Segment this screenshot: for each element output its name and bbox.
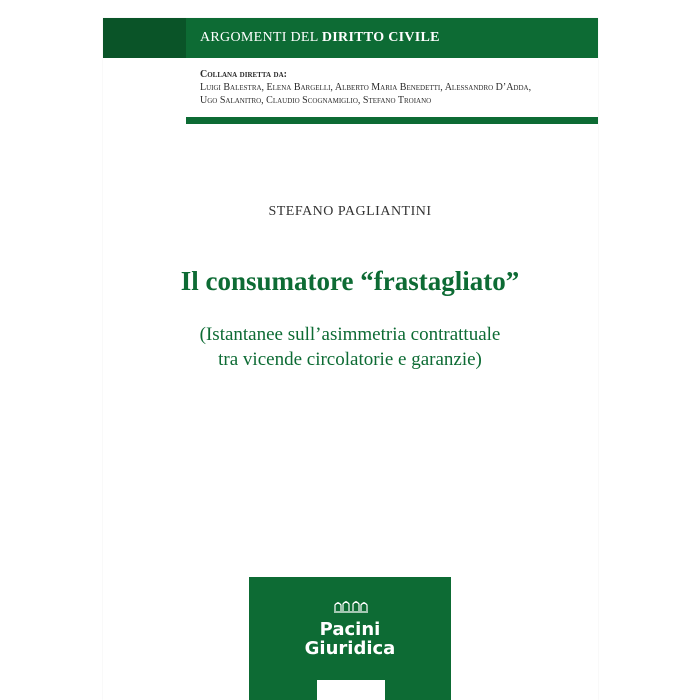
- book-title: Il consumatore “frastagliato”: [180, 266, 520, 296]
- series-editors: [200, 68, 590, 107]
- book-author: STEFANO PAGLIANTINI: [268, 204, 432, 219]
- subtitle-line-1: (Istantanee sull’asimmetria contrattuale: [199, 324, 501, 345]
- publisher-emblem-icon: [333, 599, 369, 613]
- series-prefix: ARGOMENTI DEL: [200, 30, 322, 45]
- publisher-tab: [317, 680, 385, 700]
- divider-rule: [186, 117, 598, 124]
- publisher-name-line-1: Pacini: [319, 619, 381, 640]
- publisher-name: [249, 620, 451, 658]
- series-title: [200, 30, 440, 46]
- subtitle-line-2: tra vicende circolatorie e garanzie): [218, 349, 482, 370]
- series-band-accent: [103, 18, 186, 58]
- publisher-name-line-2: Giuridica: [304, 638, 396, 659]
- series-name: DIRITTO CIVILE: [321, 30, 440, 45]
- editors-label: Collana diretta da:: [200, 69, 287, 80]
- book-subtitle: [0, 322, 700, 372]
- editors-line-2: Ugo Salanitro, Claudio Scognamiglio, Stefano Troiano: [200, 95, 432, 106]
- editors-line-1: Luigi Balestra, Elena Bargelli, Alberto Maria Benedetti, Alessandro D’Adda,: [200, 82, 532, 93]
